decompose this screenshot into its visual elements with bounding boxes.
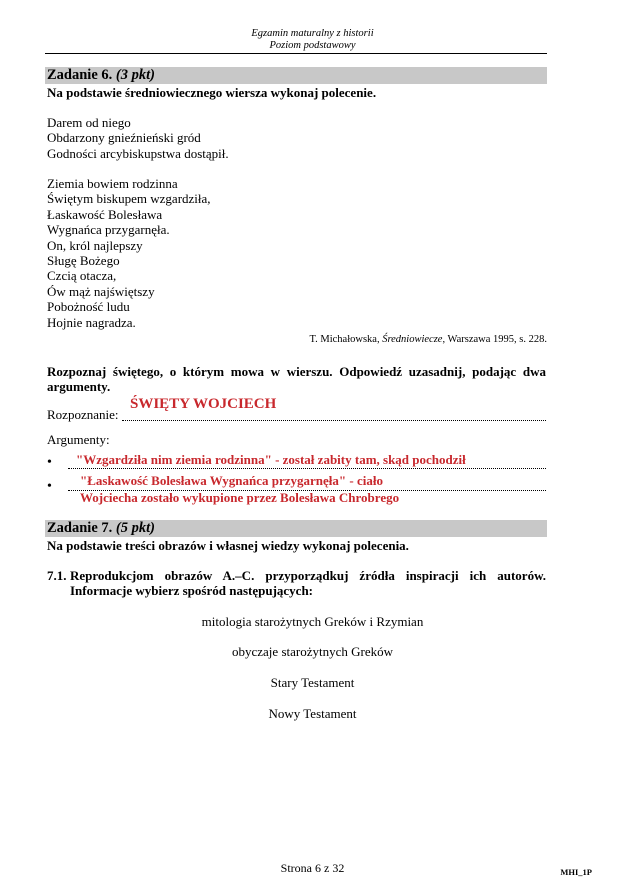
poem-line: Ów mąż najświętszy xyxy=(47,283,155,299)
argument1-answer: "Wzgardziła nim ziemia rodzinna" - został zabity tam, skąd pochodził xyxy=(76,452,466,467)
arguments-label: Argumenty: xyxy=(47,432,110,447)
task7-title-text: Zadanie 7. xyxy=(47,520,113,536)
exam-code: MHI_1P xyxy=(560,867,592,877)
recognition-answer: ŚWIĘTY WOJCIECH xyxy=(130,396,277,412)
recognition-label: Rozpoznanie: xyxy=(47,407,119,422)
poem-line: On, król najlepszy xyxy=(47,237,143,253)
task6-question-line1: Rozpoznaj świętego, o którym mowa w wierszu. Odpowiedź uzasadnij, podając dwa xyxy=(47,364,546,379)
header-divider xyxy=(45,53,547,54)
page-number: Strona 6 z 32 xyxy=(280,861,345,875)
bullet-icon: • xyxy=(47,479,52,494)
source-details: , Warszawa 1995, s. 228. xyxy=(442,334,547,345)
task6-title-text: Zadanie 6. xyxy=(47,67,113,83)
argument1-line xyxy=(68,468,546,469)
source-title: Średniowiecze xyxy=(382,334,443,345)
poem-stanza-1 xyxy=(47,115,229,161)
recognition-answer-line xyxy=(122,420,546,421)
poem-line: Ziemia bowiem rodzinna xyxy=(47,176,178,191)
argument2-answer-line2: Wojciecha zostało wykupione przez Bolesława Chrobrego xyxy=(80,490,400,505)
exam-title: Egzamin maturalny z historii xyxy=(251,28,374,39)
task7-points: (5 pkt) xyxy=(115,520,155,536)
option-item: Stary Testament xyxy=(270,675,355,690)
poem-line: Hojnie nagradza. xyxy=(47,314,136,330)
poem-line: Sługę Bożego xyxy=(47,252,120,268)
option-item: mitologia starożytnych Greków i Rzymian xyxy=(201,614,424,629)
argument2-answer-line1: "Łaskawość Bolesława Wygnańca przygarnęła" - ciało xyxy=(80,473,383,488)
source-author: T. Michałowska, xyxy=(309,334,380,345)
task6-instruction: Na podstawie średniowiecznego wiersza wykonaj polecenie. xyxy=(47,85,377,100)
poem-line: Darem od niego xyxy=(47,115,131,130)
poem-line: Łaskawość Bolesława xyxy=(47,206,163,222)
poem-line: Pobożność ludu xyxy=(47,299,130,315)
subtask-number: 7.1. xyxy=(47,568,67,583)
poem-source xyxy=(309,334,547,346)
subtask-line2: Informacje wybierz spośród następujących: xyxy=(70,583,314,598)
bullet-icon: • xyxy=(47,455,52,470)
task7-title xyxy=(47,520,155,537)
option-item: obyczaje starożytnych Greków xyxy=(232,644,393,659)
poem-line: Wygnańca przygarnęła. xyxy=(47,222,170,238)
poem-line: Godności arcybiskupstwa dostąpił. xyxy=(47,145,229,161)
option-item: Nowy Testament xyxy=(268,706,357,721)
subtask-line1: Reprodukcjom obrazów A.–C. przyporządkuj źródła inspiracji ich autorów. xyxy=(70,568,546,583)
task7-instruction: Na podstawie treści obrazów i własnej wiedzy wykonaj polecenia. xyxy=(47,538,409,553)
task6-title xyxy=(47,67,155,84)
poem-line: Obdarzony gnieźnieński gród xyxy=(47,130,201,146)
task6-question-line2: argumenty. xyxy=(47,379,111,394)
exam-level: Poziom podstawowy xyxy=(269,40,356,51)
task6-points: (3 pkt) xyxy=(115,67,155,83)
poem-stanza-2 xyxy=(47,176,211,330)
poem-line: Świętym biskupem wzgardziła, xyxy=(47,191,211,207)
poem-line: Czcią otacza, xyxy=(47,268,117,284)
